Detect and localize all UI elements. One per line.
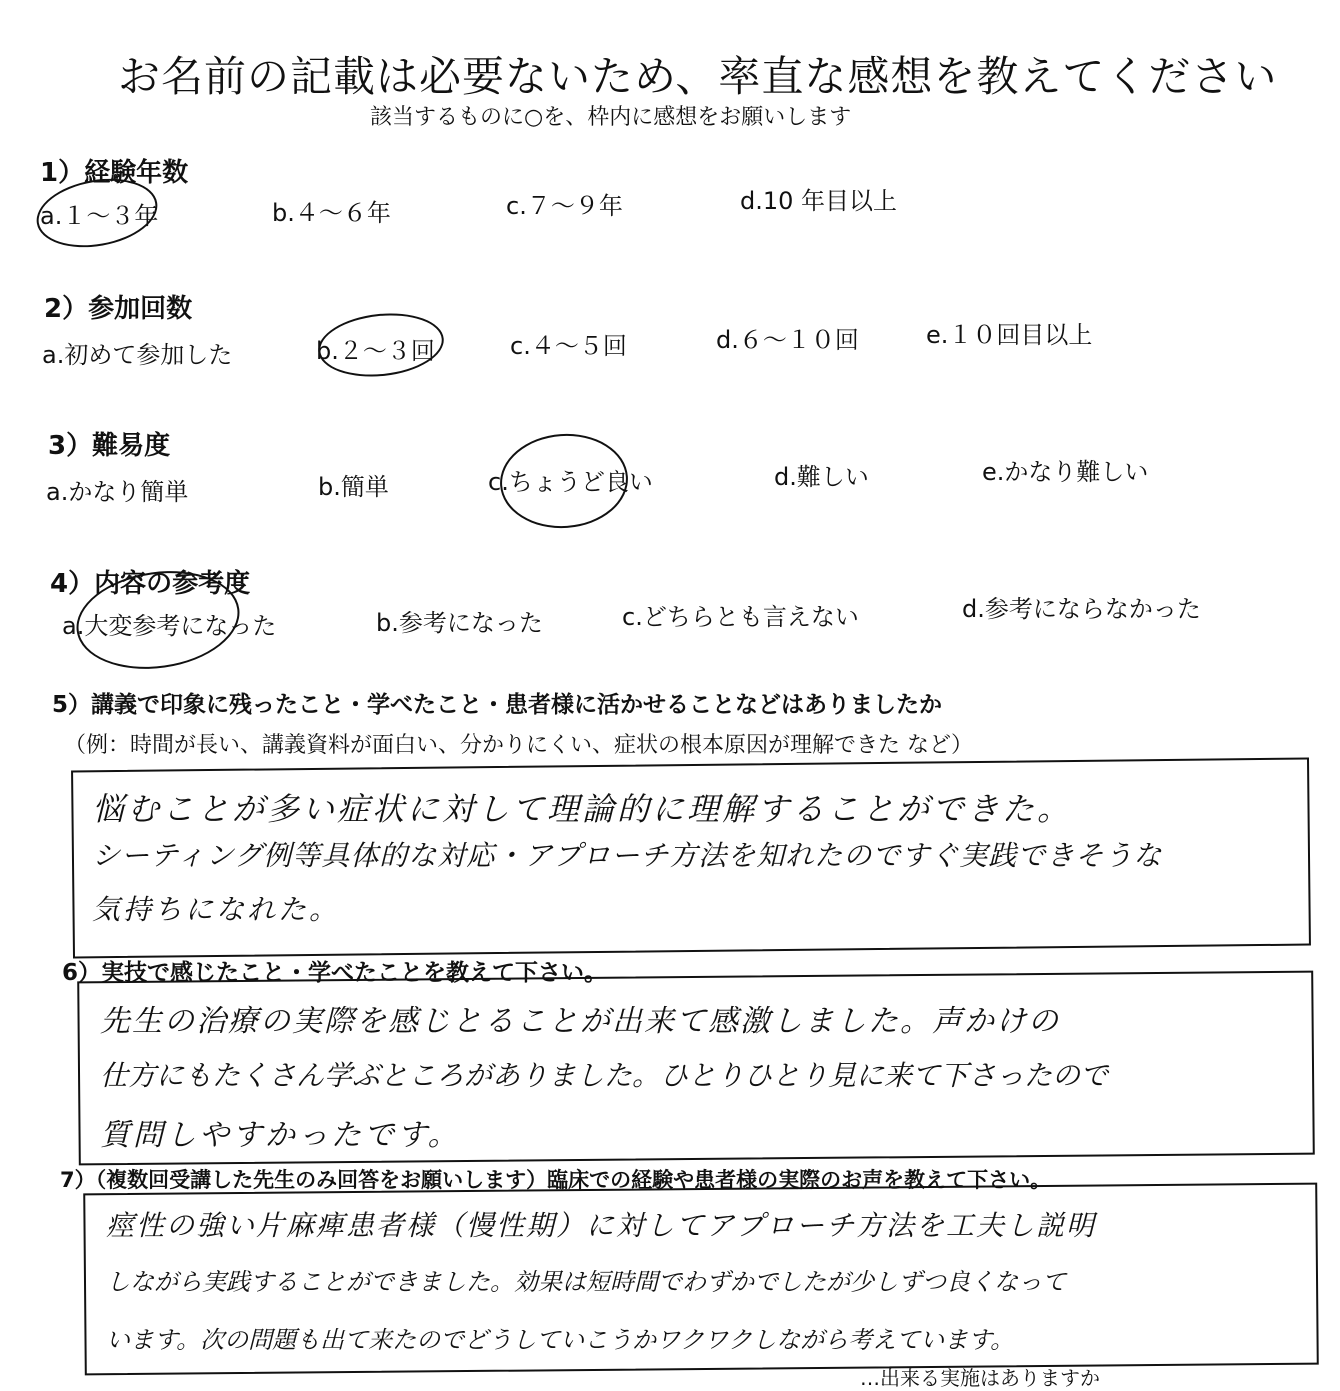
q1-heading: 1）経験年数	[40, 158, 189, 188]
q4-option-d[interactable]: d.参考にならなかった	[962, 595, 1201, 623]
page-title: お名前の記載は必要ないため、率直な感想を教えてください	[118, 52, 1278, 101]
q2-option-c[interactable]: c.４～５回	[510, 332, 627, 360]
q2-option-d[interactable]: d.６～１０回	[716, 326, 859, 354]
q3-heading: 3）難易度	[48, 431, 171, 461]
q4-option-a[interactable]: a.大変参考になった	[62, 612, 277, 640]
q2-heading: 2）参加回数	[44, 294, 193, 324]
q6-answer-line-3: 質問しやすかったです。	[100, 1118, 461, 1153]
q7-answer-line-2: しながら実践することができました。効果は短時間でわずかでしたが少しずつ良くなって	[106, 1268, 1066, 1296]
q6-answer-line-2: 仕方にもたくさん学ぶところがありました。ひとりひとり見に来て下さったので	[100, 1059, 1109, 1092]
q3-option-a[interactable]: a.かなり簡単	[46, 478, 189, 506]
q7-heading: 7）（複数回受講した先生のみ回答をお願いします）臨床での経験や患者様の実際のお声を教えて下さい。	[60, 1168, 1052, 1192]
q1-option-c[interactable]: c.７～９年	[506, 192, 623, 220]
q5-answer-line-2: シーティング例等具体的な対応・アプローチ方法を知れたのですぐ実践できそうな	[92, 839, 1163, 872]
q5-example: （例：時間が長い、講義資料が面白い、分かりにくい、症状の根本原因が理解できた など）	[64, 733, 973, 758]
next-question-fragment: …出来る実施はありますか	[860, 1366, 1100, 1390]
q2-selection-circle	[315, 308, 447, 383]
q1-option-b[interactable]: b.４～６年	[272, 199, 391, 227]
q6-answer-line-1: 先生の治療の実際を感じとることが出来て感激しました。声かけの	[100, 1004, 1060, 1039]
q5-answer-line-3: 気持ちになれた。	[92, 893, 341, 926]
q1-option-d[interactable]: d.10 年目以上	[740, 187, 898, 215]
q7-answer-line-3: います。次の問題も出て来たのでどうしていこうかワクワクしながら考えています。	[106, 1326, 1015, 1354]
q3-selection-circle	[497, 430, 631, 533]
q5-answer-line-1: 悩むことが多い症状に対して理論的に理解することができた。	[92, 790, 1073, 828]
q2-option-b[interactable]: b.２～３回	[316, 337, 435, 365]
instructions: 該当するものに○を、枠内に感想をお願いします	[370, 105, 852, 130]
q3-option-d[interactable]: d.難しい	[774, 463, 869, 491]
q4-option-c[interactable]: c.どちらとも言えない	[622, 603, 859, 631]
q3-option-c[interactable]: c.ちょうど良い	[488, 468, 653, 496]
q5-heading: 5）講義で印象に残ったこと・学べたこと・患者様に活かせることなどはありましたか	[52, 692, 943, 718]
q2-option-a[interactable]: a.初めて参加した	[42, 341, 233, 369]
q3-option-e[interactable]: e.かなり難しい	[982, 458, 1149, 486]
q6-heading: 6）実技で感じたこと・学べたことを教えて下さい。	[62, 960, 608, 986]
q7-answer-line-1: 痙性の強い片麻痺患者様（慢性期）に対してアプローチ方法を工夫し説明	[106, 1209, 1097, 1242]
q2-option-e[interactable]: e.１０回目以上	[926, 321, 1093, 349]
q1-option-a[interactable]: a.１～３年	[40, 202, 159, 230]
q4-option-b[interactable]: b.参考になった	[376, 609, 543, 637]
q4-heading: 4）内容の参考度	[50, 569, 251, 599]
q3-option-b[interactable]: b.簡単	[318, 473, 389, 501]
